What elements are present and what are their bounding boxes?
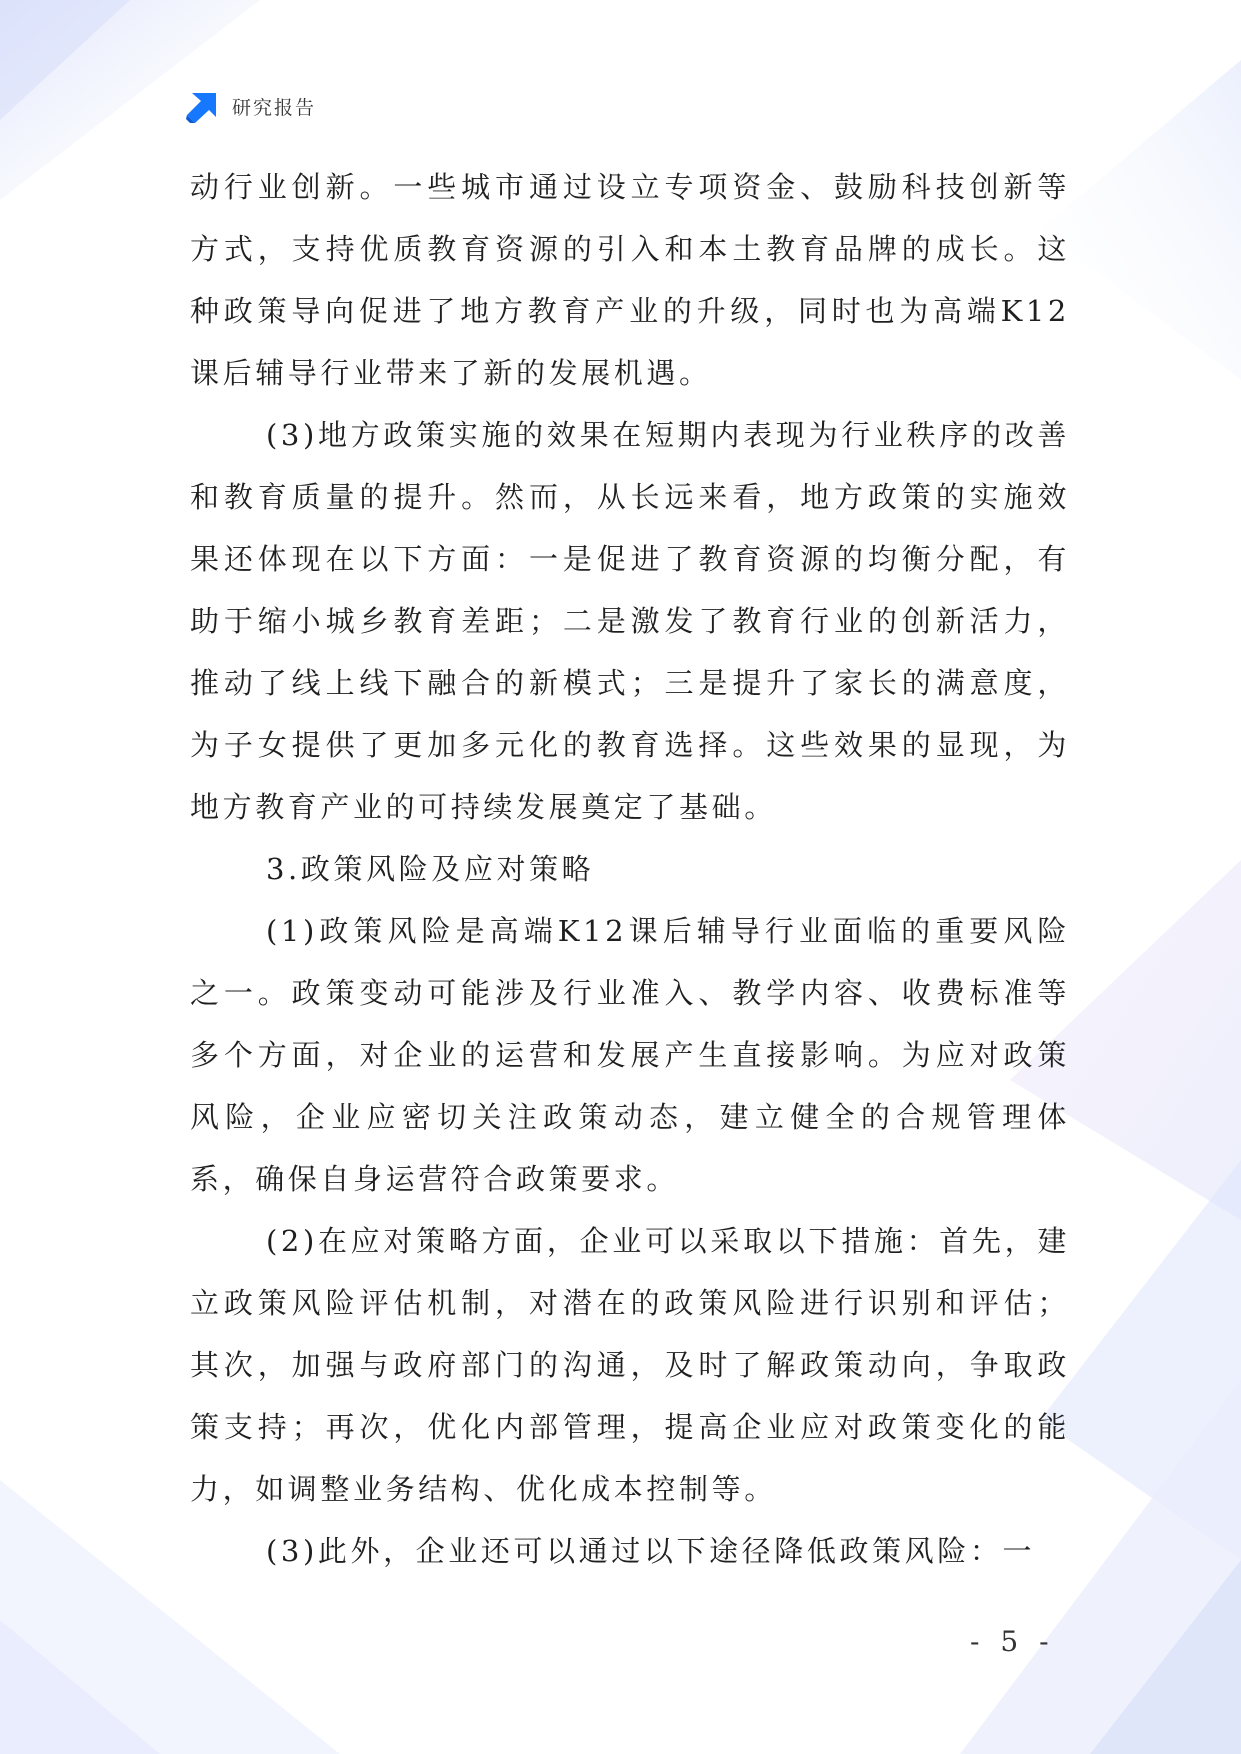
paragraph-risk-reduction: (3)此外，企业还可以通过以下途径降低政策风险：一	[266, 1534, 1036, 1568]
header-title: 研究报告	[232, 96, 317, 119]
arrow-up-right-icon	[186, 89, 220, 123]
paragraph-policy-risk: (1)政策风险是高端K12课后辅导行业面临的重要风险之一。政策变动可能涉及行业准入、教学内容、收费标准等多个方面，对企业的运营和发展产生直接影响。为应对政策风险，企业应密切关注政策动态，建立健全的合规管理体系，确保自身运营符合政策要求。	[190, 914, 1070, 1196]
paragraph-continuation: 动行业创新。一些城市通过设立专项资金、鼓励科技创新等方式，支持优质教育资源的引入和本土教育品牌的成长。这种政策导向促进了地方教育产业的升级，同时也为高端K12课后辅导行业带来了新的发展机遇。	[190, 170, 1070, 390]
paragraph-local-policy-effects: (3)地方政策实施的效果在短期内表现为行业秩序的改善和教育质量的提升。然而，从长远来看，地方政策的实施效果还体现在以下方面：一是促进了教育资源的均衡分配，有助于缩小城乡教育差距；二是激发了教育行业的创新活力，推动了线上线下融合的新模式；三是提升了家长的满意度，为子女提供了更加多元化的教育选择。这些效果的显现，为地方教育产业的可持续发展奠定了基础。	[190, 418, 1070, 824]
report-header	[186, 88, 316, 124]
document-body	[190, 156, 1070, 1582]
section-heading: 3.政策风险及应对策略	[266, 852, 595, 886]
paragraph-response-strategy: (2)在应对策略方面，企业可以采取以下措施：首先，建立政策风险评估机制，对潜在的政策风险进行识别和评估；其次，加强与政府部门的沟通，及时了解政策动向，争取政策支持；再次，优化内部管理，提高企业应对政策变化的能力，如调整业务结构、优化成本控制等。	[190, 1224, 1070, 1506]
page-number: - 5 -	[970, 1625, 1055, 1658]
